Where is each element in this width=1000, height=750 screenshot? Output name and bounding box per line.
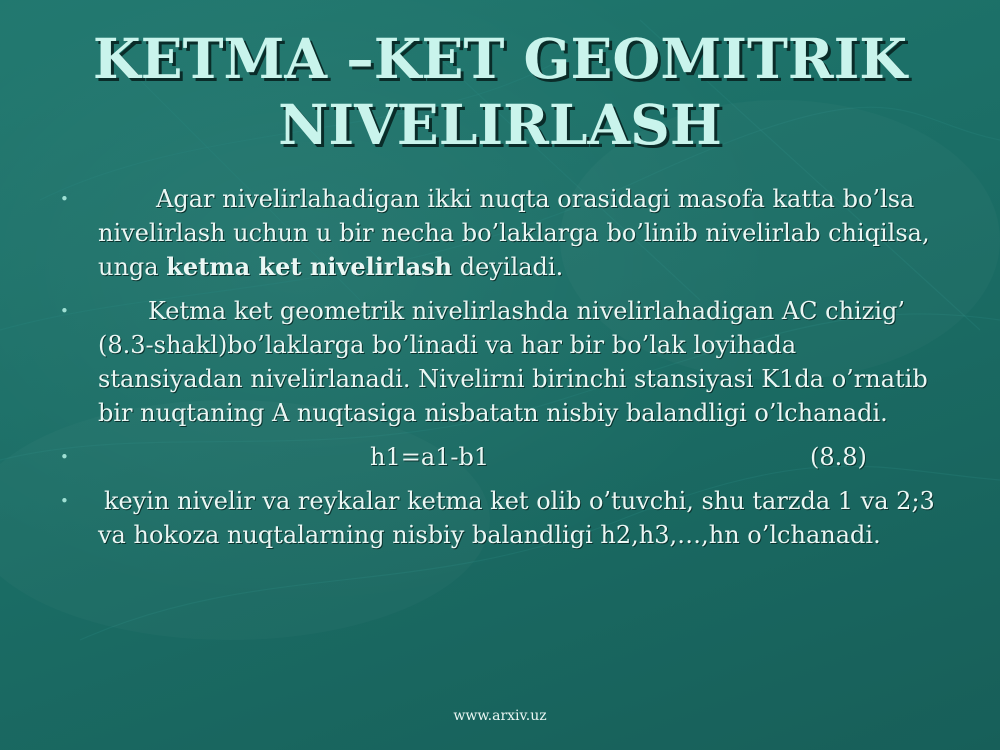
formula-line: [98, 440, 940, 474]
equation-number: (8.8): [810, 443, 867, 471]
bullet-dot-icon: •: [60, 492, 69, 510]
slide-title: [0, 26, 1000, 158]
footer-url: www.arxiv.uz: [453, 708, 547, 724]
bullet-list: [60, 182, 940, 562]
bullet-1-bold-term: ketma ket nivelirlash: [166, 252, 453, 281]
bullet-item-2: [60, 294, 940, 430]
bullet-item-3: [60, 440, 940, 474]
formula: h1=a1-b1: [370, 443, 490, 471]
bullet-1-text-end: deyiladi.: [452, 253, 564, 281]
title-line-2: NIVELIRLASH: [278, 92, 722, 157]
title-line-1: KETMA –KET GEOMITRIK: [92, 26, 908, 91]
bullet-4-text: keyin nivelir va reykalar ketma ket olib o’tuvchi, shu tarzda 1 va 2;3 va hokoza nuqtalarning nisbiy balandligi h2,h3,…,hn o’lchanadi.: [98, 487, 935, 549]
bullet-2-text: Ketma ket geometrik nivelirlashda nivelirlahadigan AC chizig’ (8.3-shakl)bo’laklarga bo’linadi va har bir bo’lak loyihada stansiyadan nivelirlanadi. Nivelirni birinchi stansiyasi K1da o’rnatib bir nuqtaning A nuqtasiga nisbatatn nisbiy balandligi o’lchanadi.: [98, 297, 928, 427]
bullet-dot-icon: •: [60, 302, 69, 320]
bullet-item-4: [60, 484, 940, 552]
bullet-1-text: Agar nivelirlahadigan ikki nuqta orasidagi masofa katta bo’lsa nivelirlash uchun u bir necha bo’laklarga bo’linib nivelirlab chiqilsa, unga: [98, 185, 930, 281]
bullet-item-1: [60, 182, 940, 284]
bullet-dot-icon: •: [60, 190, 69, 208]
bullet-dot-icon: •: [60, 448, 69, 466]
